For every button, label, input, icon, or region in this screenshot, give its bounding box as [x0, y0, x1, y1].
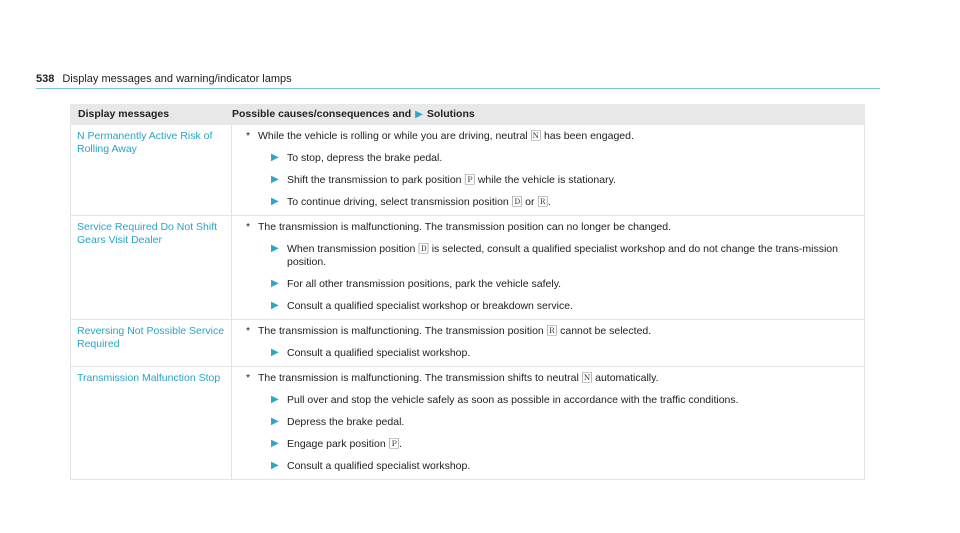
solution-item — [246, 278, 856, 291]
solution-item — [246, 174, 856, 187]
arrow-right-icon: ▶ — [271, 416, 279, 427]
solution-text: To continue driving, select transmission position 🄳 or 🅁. — [287, 196, 551, 208]
arrow-right-icon: ▶ — [271, 243, 279, 254]
page-title: Display messages and warning/indicator lamps — [62, 73, 292, 85]
cause — [246, 221, 856, 234]
display-message: Transmission Malfunction Stop — [70, 367, 232, 479]
table-header — [70, 104, 865, 125]
arrow-right-icon: ▶ — [271, 394, 279, 405]
cause-text: While the vehicle is rolling or while you are driving, neutral 🄽 has been engaged. — [258, 130, 634, 142]
display-message: N Permanently Active Risk of Rolling Away — [70, 125, 232, 215]
display-messages-table — [70, 104, 865, 480]
asterisk-icon: * — [246, 372, 251, 384]
table-row — [70, 320, 865, 367]
arrow-right-icon: ▶ — [271, 196, 279, 207]
arrow-right-icon: ▶ — [271, 347, 279, 358]
arrow-right-icon: ▶ — [271, 300, 279, 311]
cause — [246, 372, 856, 385]
causes-cell — [232, 216, 865, 319]
display-message: Reversing Not Possible Service Required — [70, 320, 232, 366]
asterisk-icon: * — [246, 130, 251, 142]
cause-text: The transmission is malfunctioning. The transmission position can no longer be changed. — [258, 221, 672, 233]
arrow-right-icon: ▶ — [271, 278, 279, 289]
solution-item — [246, 438, 856, 451]
column-header-solutions-label: Solutions — [426, 108, 475, 120]
column-header-causes-label: Possible causes/consequences and — [232, 108, 412, 120]
solution-text: When transmission position 🄳 is selected, consult a qualified specialist workshop and do not change the trans-mission position. — [287, 243, 838, 268]
solution-text: Shift the transmission to park position 🄿 while the vehicle is stationary. — [287, 174, 616, 186]
cause-text: The transmission is malfunctioning. The transmission position 🅁 cannot be selected. — [258, 325, 652, 337]
cause — [246, 130, 856, 143]
table-row — [70, 125, 865, 216]
arrow-right-icon: ▶ — [271, 460, 279, 471]
causes-cell — [232, 125, 865, 215]
page-number: 538 — [36, 73, 55, 85]
arrow-right-icon: ▶ — [415, 108, 423, 120]
solution-text: For all other transmission positions, park the vehicle safely. — [287, 278, 562, 290]
solution-item — [246, 196, 856, 209]
arrow-right-icon: ▶ — [271, 152, 279, 163]
solution-text: Depress the brake pedal. — [287, 416, 405, 428]
asterisk-icon: * — [246, 325, 251, 337]
solution-text: Consult a qualified specialist workshop or breakdown service. — [287, 300, 573, 312]
column-header-causes — [232, 108, 865, 121]
cause-text: The transmission is malfunctioning. The transmission shifts to neutral 🄽 automatically. — [258, 372, 659, 384]
column-header-messages: Display messages — [78, 108, 170, 120]
causes-cell — [232, 320, 865, 366]
solution-item — [246, 347, 856, 360]
asterisk-icon: * — [246, 221, 251, 233]
solution-item — [246, 460, 856, 473]
solution-text: To stop, depress the brake pedal. — [287, 152, 443, 164]
solution-text: Consult a qualified specialist workshop. — [287, 460, 471, 472]
page-header — [36, 66, 880, 89]
solution-item — [246, 243, 856, 269]
cause — [246, 325, 856, 338]
solution-item — [246, 152, 856, 165]
solution-text: Engage park position 🄿. — [287, 438, 402, 450]
arrow-right-icon: ▶ — [271, 174, 279, 185]
display-message: Service Required Do Not Shift Gears Visit Dealer — [70, 216, 232, 319]
causes-cell — [232, 367, 865, 479]
arrow-right-icon: ▶ — [271, 438, 279, 449]
solution-text: Consult a qualified specialist workshop. — [287, 347, 471, 359]
table-row — [70, 216, 865, 320]
table-row — [70, 367, 865, 480]
solution-item — [246, 300, 856, 313]
solution-item — [246, 416, 856, 429]
solution-item — [246, 394, 856, 407]
solution-text: Pull over and stop the vehicle safely as soon as possible in accordance with the traffic conditions. — [287, 394, 739, 406]
